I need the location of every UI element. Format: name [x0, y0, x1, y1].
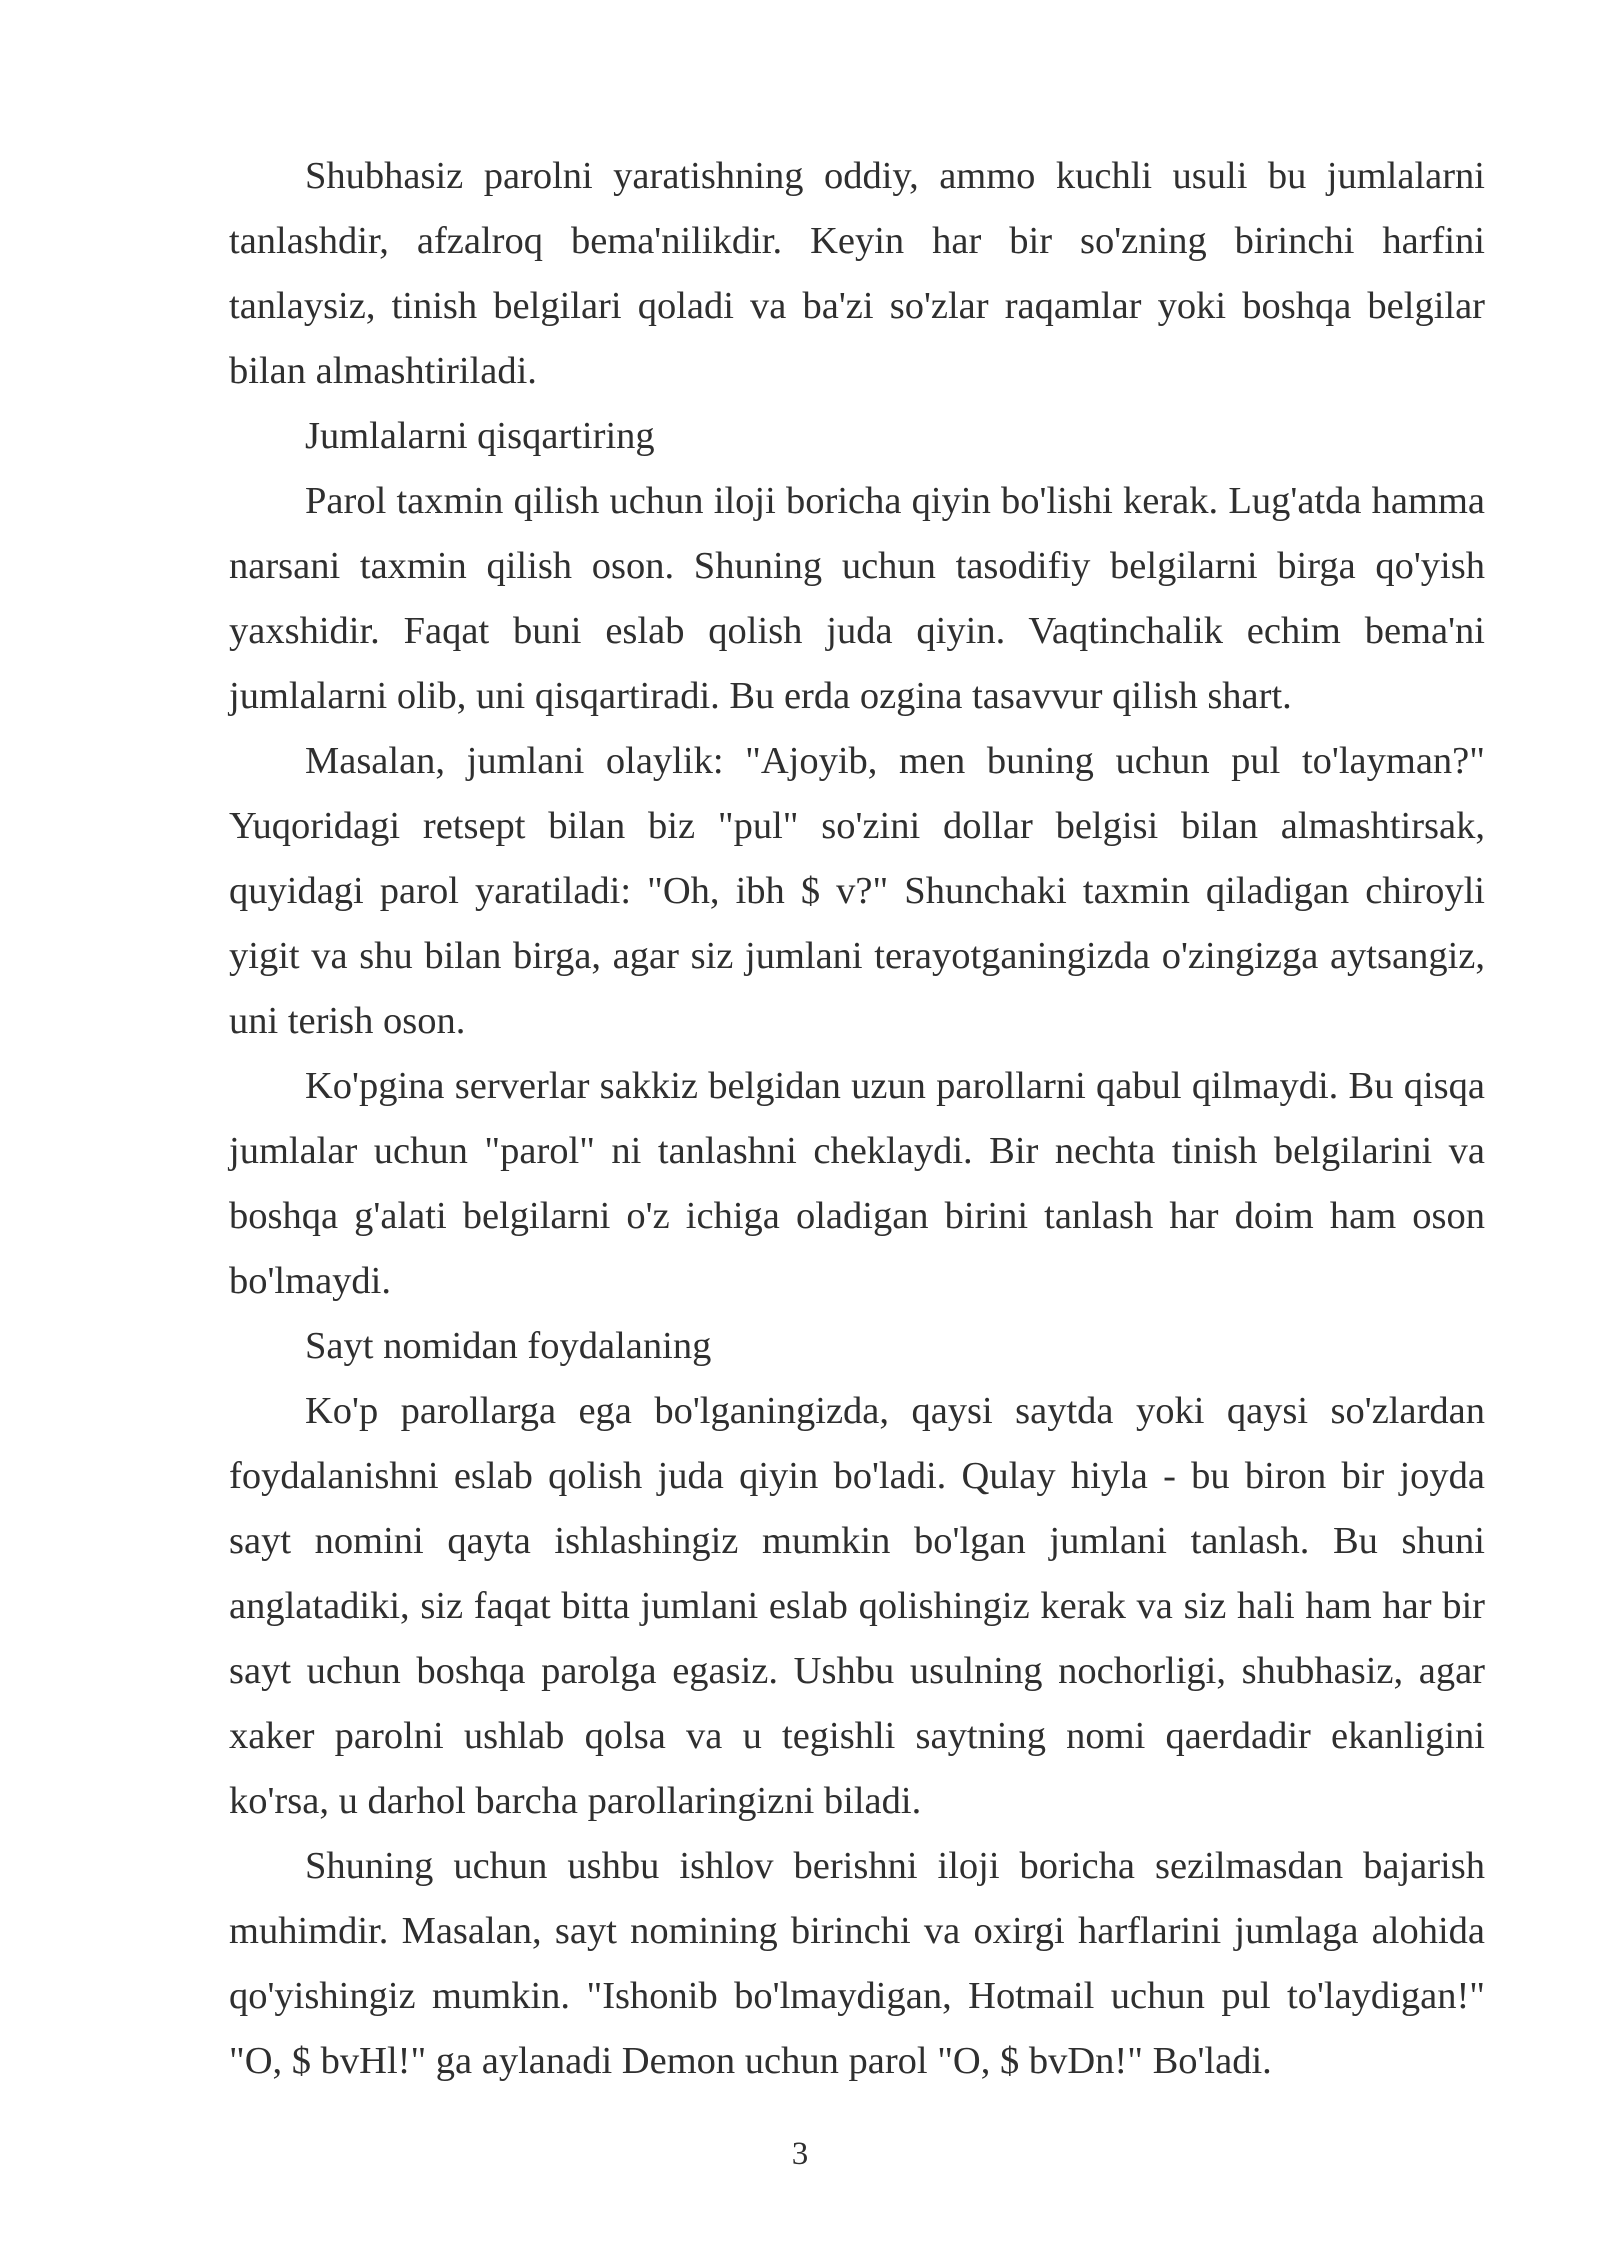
paragraph-example: Masalan, jumlani olaylik: "Ajoyib, men buning uchun pul to'layman?" Yuqoridagi retsept bilan biz "pul" so'zini dollar belgisi bilan almashtirsak, quyidagi parol yaratiladi: "Oh, ibh $ v?" Shunchaki taxmin qiladigan chiroyli yigit va shu bilan birga, agar siz jumlani terayotganingizda o'zingizga aytsangiz, uni terish oson. [229, 740, 1485, 1042]
page-number: 3 [791, 2136, 809, 2172]
paragraph-subtle-processing: Shuning uchun ushbu ishlov berishni iloji boricha sezilmasdan bajarish muhimdir. Masalan, sayt nomining birinchi va oxirgi harflarini jumlaga alohida qo'yishingiz mumkin. "Ishonib bo'lmaydigan, Hotmail uchun pul to'laydigan!" "O, $ bvHl!" ga aylanadi Demon uchun parol "O, $ bvDn!" Bo'ladi. [229, 1845, 1485, 2082]
section-heading-shorten-sentences: Jumlalarni qisqartiring [305, 415, 655, 457]
paragraph-many-passwords: Ko'p parollarga ega bo'lganingizda, qaysi saytda yoki qaysi so'zlardan foydalanishni eslab qolish juda qiyin bo'ladi. Qulay hiyla - bu biron bir joyda sayt nomini qayta ishlashingiz mumkin bo'lgan jumlani tanlash. Bu shuni anglatadiki, siz faqat bitta jumlani eslab qolishingiz kerak va siz hali ham har bir sayt uchun boshqa parolga egasiz. Ushbu usulning nochorligi, shubhasiz, agar xaker parolni ushlab qolsa va u tegishli saytning nomi qaerdadir ekanligini ko'rsa, u darhol barcha parollaringizni biladi. [229, 1390, 1485, 1822]
paragraph-server-limits: Ko'pgina serverlar sakkiz belgidan uzun parollarni qabul qilmaydi. Bu qisqa jumlalar uchun "parol" ni tanlashni cheklaydi. Bir nechta tinish belgilarini va boshqa g'alati belgilarni o'z ichiga oladigan birini tanlash har doim ham oson bo'lmaydi. [229, 1065, 1485, 1302]
section-heading-site-name: Sayt nomidan foydalaning [305, 1325, 712, 1367]
page-body [229, 144, 1485, 2094]
paragraph-hard-to-guess: Parol taxmin qilish uchun iloji boricha qiyin bo'lishi kerak. Lug'atda hamma narsani taxmin qilish oson. Shuning uchun tasodifiy belgilarni birga qo'yish yaxshidir. Faqat buni eslab qolish juda qiyin. Vaqtinchalik echim bema'ni jumlalarni olib, uni qisqartiradi. Bu erda ozgina tasavvur qilish shart. [229, 480, 1485, 717]
paragraph-intro: Shubhasiz parolni yaratishning oddiy, ammo kuchli usuli bu jumlalarni tanlashdir, afzalroq bema'nilikdir. Keyin har bir so'zning birinchi harfini tanlaysiz, tinish belgilari qoladi va ba'zi so'zlar raqamlar yoki boshqa belgilar bilan almashtiriladi. [229, 155, 1485, 392]
